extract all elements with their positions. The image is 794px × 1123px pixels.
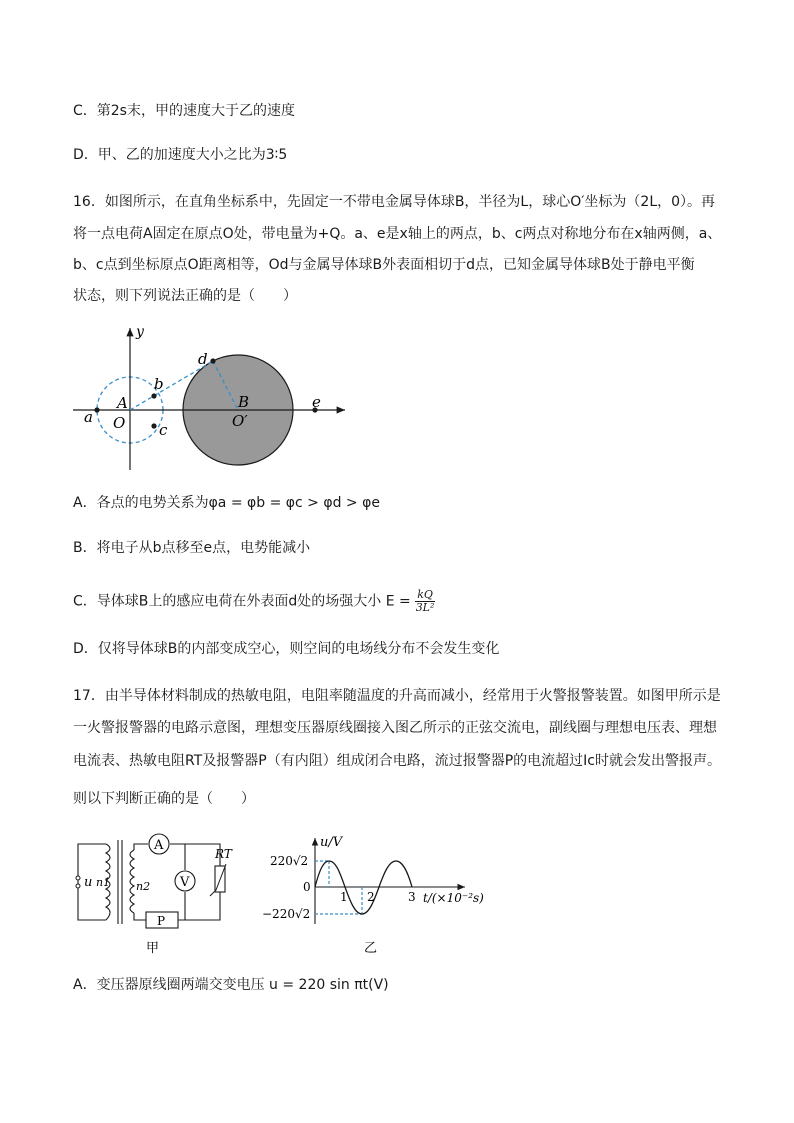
label-e: e — [312, 393, 321, 411]
label-B: B — [238, 393, 250, 411]
q16-stem-line-1: 16．如图所示，在直角坐标系中，先固定一不带电金属导体球B，半径为L，球心O′坐标为（2L，0）。再 — [73, 194, 716, 210]
point-a — [94, 407, 99, 412]
graph-zero-label: 0 — [303, 880, 311, 894]
label-u: u — [84, 875, 93, 890]
label-c: c — [159, 421, 168, 439]
q17-option-a: A．变压器原线圈两端交变电压 u = 220 sin πt(V) — [73, 977, 389, 993]
circuit-caption: 甲 — [146, 941, 160, 956]
graph-caption: 乙 — [364, 941, 378, 956]
q15-option-d: D．甲、乙的加速度大小之比为3∶5 — [73, 147, 288, 163]
label-A: A — [117, 394, 128, 412]
q16-option-b: B．将电子从b点移至e点，电势能减小 — [73, 540, 311, 556]
alarm-p-label: P — [157, 914, 166, 928]
graph-xtick-1: 1 — [340, 890, 348, 904]
q16-option-a: A．各点的电势关系为φa = φb = φc > φd > φe — [73, 495, 380, 511]
q16-stem-line-2: 将一点电荷A固定在原点O处，带电量为+Q。a、e是x轴上的两点，b、c两点对称地分布在x轴两侧，a、 — [73, 226, 722, 242]
graph-ymin-label: −220√2 — [262, 907, 311, 921]
label-a: a — [84, 408, 93, 426]
label-O-prime: O′ — [232, 412, 248, 430]
ammeter-label: A — [154, 838, 164, 853]
graph-ylabel: u/V — [320, 835, 343, 850]
q17-stem-line-2: 一火警报警器的电路示意图，理想变压器原线圈接入图乙所示的正弦交流电，副线圈与理想电压表、理想 — [73, 720, 717, 736]
q17-stem-line-3: 电流表、热敏电阻RT及报警器P（有内阻）组成闭合电路，流过报警器P的电流超过Ic时就会发出警报声。 — [73, 753, 721, 769]
label-n1: n1 — [96, 876, 111, 889]
q16-coordinate-figure — [70, 322, 360, 474]
graph-xlabel: t/(×10⁻²s) — [423, 891, 484, 905]
secondary-coil — [130, 850, 134, 913]
graph-xtick-2: 2 — [367, 890, 375, 904]
q17-circuit-diagram — [70, 828, 240, 958]
graph-ymax-label: 220√2 — [270, 854, 309, 868]
label-b: b — [154, 375, 164, 393]
fraction-denominator: 3L² — [415, 601, 435, 614]
fraction-kq-3l2 — [415, 589, 435, 614]
point-b — [151, 393, 156, 398]
q16-option-d: D．仅将导体球B的内部变成空心，则空间的电场线分布不会发生变化 — [73, 641, 500, 657]
q17-stem-line-4: 则以下判断正确的是（ ） — [73, 791, 255, 807]
fraction-numerator: kQ — [417, 588, 433, 601]
q17-voltage-graph — [260, 828, 490, 958]
label-n2: n2 — [136, 880, 151, 893]
graph-xtick-3: 3 — [408, 890, 416, 904]
label-y: y — [136, 324, 144, 340]
point-c — [151, 423, 156, 428]
q15-option-c: C．第2s末，甲的速度大于乙的速度 — [73, 103, 295, 119]
q16-stem-line-3: b、c点到坐标原点O距离相等，Od与金属导体球B外表面相切于d点，已知金属导体球B处于静电平衡 — [73, 257, 695, 273]
q16-stem-line-4: 状态，则下列说法正确的是（ ） — [73, 288, 297, 304]
voltmeter-label: V — [180, 875, 190, 890]
q16-option-c — [73, 589, 435, 614]
label-O: O — [113, 414, 126, 432]
q17-stem-line-1: 17．由半导体材料制成的热敏电阻，电阻率随温度的升高而减小，经常用于火警报警装置。如图甲所示是 — [73, 688, 721, 704]
thermistor-label: RT — [215, 847, 232, 861]
q16-option-c-text: C．导体球B上的感应电荷在外表面d处的场强大小 E = — [73, 593, 411, 610]
point-d — [210, 358, 215, 363]
label-d: d — [198, 350, 208, 368]
